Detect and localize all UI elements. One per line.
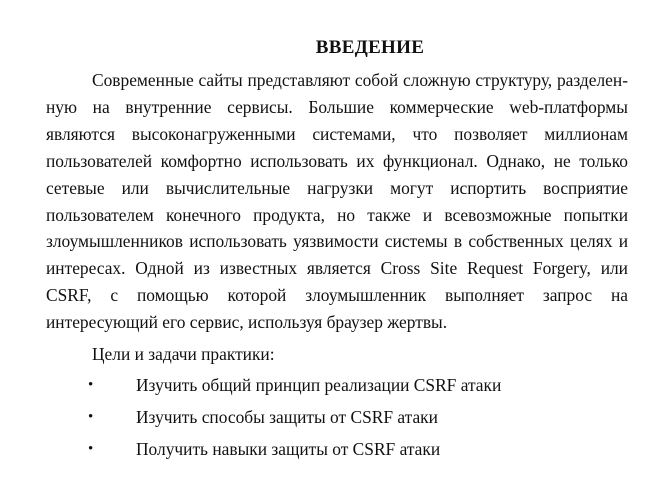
goals-list — [46, 373, 626, 469]
bullet-icon: • — [88, 377, 94, 393]
list-item-text: Изучить общий принцип реализации CSRF атаки — [136, 375, 502, 395]
goals-lead: Цели и задачи практики: — [92, 344, 275, 364]
list-item — [46, 373, 626, 405]
list-item — [46, 405, 626, 437]
intro-paragraph: Современные сайты представляют собой сложную структуру, разделенную на внутренние сервисы. Большие коммерческие web-платформы являются высоконагруженными системами, что позволяет миллионам пользователей комфортно использовать их функционал. Однако, не только сетевые или вычислительные нагрузки могут испортить восприятие пользователем конечного продукта, но также и всевозможные попытки злоумышленников использовать уязвимости системы в собственных целях и интересах. Одной из известных является Cross Site Request Forgery, или CSRF, с помощью которой злоумышленник выполняет запрос на интересующий его сервис, используя браузер жертвы. — [46, 70, 628, 333]
bullet-icon: • — [88, 409, 94, 425]
list-item — [46, 437, 626, 469]
list-item-text: Изучить способы защиты от CSRF атаки — [136, 407, 438, 427]
list-item-text: Получить навыки защиты от CSRF атаки — [136, 439, 441, 459]
bullet-icon: • — [88, 441, 94, 457]
section-heading: ВВЕДЕНИЕ — [315, 37, 425, 58]
